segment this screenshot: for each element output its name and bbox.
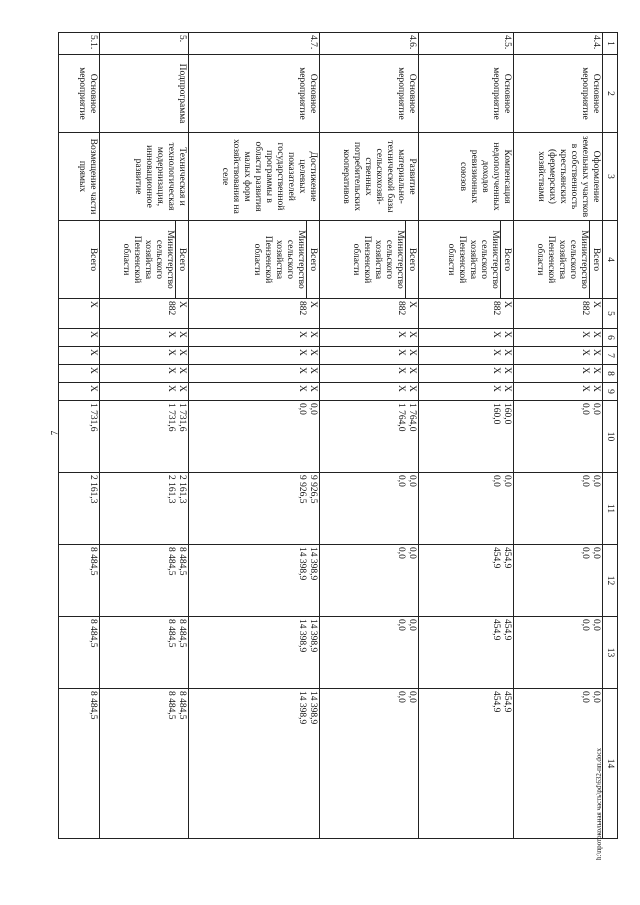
cell-value: Х bbox=[177, 367, 188, 374]
cell-value: 160,0 bbox=[502, 403, 513, 425]
cell-value: 0,0 bbox=[406, 475, 417, 487]
row-cell-c7 bbox=[100, 347, 189, 365]
cell-value: 882 bbox=[580, 301, 590, 316]
cell-value: Х bbox=[395, 331, 406, 338]
cell-value: 14 398,9 bbox=[307, 547, 318, 581]
row-cell-c4 bbox=[514, 221, 603, 299]
row-cell-c11 bbox=[189, 473, 319, 545]
total-label: Всего bbox=[502, 247, 513, 272]
cell-value: 0,0 bbox=[502, 475, 513, 487]
cell-value: Х bbox=[591, 367, 601, 374]
cell-value: 0,0 bbox=[395, 691, 406, 703]
cell-value: 0,0 bbox=[591, 475, 601, 487]
header-cell: 6 bbox=[603, 329, 618, 347]
row-cell-c7 bbox=[418, 347, 513, 365]
total-label: Всего bbox=[177, 247, 188, 272]
row-cell-c12 bbox=[319, 545, 418, 617]
cell-value: 0,0 bbox=[580, 403, 590, 415]
row-cell-c6 bbox=[514, 329, 603, 347]
cell-value: Х bbox=[307, 331, 318, 338]
cell-value: 882 bbox=[395, 301, 406, 316]
executor-label: Министерство сельского хозяйства Пензенской области bbox=[350, 230, 405, 289]
cell-value: Х bbox=[406, 349, 417, 356]
row-cell-c4 bbox=[189, 221, 319, 299]
row-cell-c11 bbox=[100, 473, 189, 545]
cell-value: 0,0 bbox=[591, 403, 601, 415]
cell-value: 1 764,0 bbox=[406, 403, 417, 432]
row-cell-c3: Достижение целевых показателей государственной программы в области развития малых форм хозяйствования на селе bbox=[189, 133, 319, 221]
row-cell-c7 bbox=[189, 347, 319, 365]
row-cell-c6 bbox=[319, 329, 418, 347]
cell-value: 1 731,6 bbox=[177, 403, 188, 432]
cell-value: Х bbox=[307, 367, 318, 374]
cell-value: Х bbox=[502, 301, 513, 308]
row-cell-c7 bbox=[319, 347, 418, 365]
page-number: 7 bbox=[49, 430, 60, 436]
cell-value: 14 398,9 bbox=[296, 691, 307, 725]
row-cell-c1: 4.7. bbox=[189, 33, 319, 55]
cell-value: Х bbox=[406, 385, 417, 392]
cell-value: 0,0 bbox=[580, 547, 590, 559]
row-cell-c12 bbox=[100, 545, 189, 617]
row-cell-c2: Основное мероприятие bbox=[189, 55, 319, 133]
cell-value: 0,0 bbox=[580, 619, 590, 631]
cell-value: 8 484,5 bbox=[166, 691, 177, 720]
row-cell-c10 bbox=[319, 401, 418, 473]
row-cell-c1: 5. bbox=[100, 33, 189, 55]
cell-value: Х bbox=[580, 385, 590, 392]
header-cell: 5 bbox=[603, 299, 618, 329]
header-cell: 1 bbox=[603, 33, 618, 55]
cell-value: Х bbox=[88, 367, 99, 374]
cell-value: Х bbox=[406, 331, 417, 338]
cell-value: 882 bbox=[296, 301, 307, 316]
cell-value: 9 926,5 bbox=[296, 475, 307, 504]
cell-value: 1 731,6 bbox=[88, 403, 99, 432]
cell-value: 0,0 bbox=[580, 691, 590, 703]
executor-label: Министерство сельского хозяйства Пензенской области bbox=[121, 230, 176, 289]
cell-value: Х bbox=[491, 385, 502, 392]
cell-value: 160,0 bbox=[491, 403, 502, 425]
cell-value: 0,0 bbox=[580, 475, 590, 487]
cell-value: 0,0 bbox=[406, 547, 417, 559]
row-cell-c13 bbox=[319, 617, 418, 689]
row-cell-c6 bbox=[418, 329, 513, 347]
row-cell-c14 bbox=[100, 689, 189, 839]
cell-value: 0,0 bbox=[591, 619, 601, 631]
cell-value: 0,0 bbox=[406, 619, 417, 631]
row-cell-c3: Компенсация недополученных доходов ревизионных союзов bbox=[418, 133, 513, 221]
row-cell-c14 bbox=[319, 689, 418, 839]
cell-value: 454,9 bbox=[491, 547, 502, 569]
header-cell: 4 bbox=[603, 221, 618, 299]
row-cell-c14 bbox=[59, 689, 100, 839]
cell-value: 454,9 bbox=[491, 619, 502, 641]
row-cell-c8 bbox=[100, 365, 189, 383]
row-cell-c13 bbox=[418, 617, 513, 689]
cell-value: Х bbox=[296, 349, 307, 356]
header-cell: 13 bbox=[603, 617, 618, 689]
row-cell-c10 bbox=[59, 401, 100, 473]
row-cell-c3: Возмещение части прямых bbox=[59, 133, 100, 221]
row-cell-c6 bbox=[100, 329, 189, 347]
cell-value: Х bbox=[166, 385, 177, 392]
budget-table bbox=[58, 32, 618, 839]
executor-label: Министерство сельского хозяйства Пензенской области bbox=[535, 230, 589, 289]
cell-value: Х bbox=[307, 349, 318, 356]
cell-value: Х bbox=[296, 367, 307, 374]
cell-value: Х bbox=[395, 385, 406, 392]
cell-value: 0,0 bbox=[307, 403, 318, 415]
cell-value: Х bbox=[580, 331, 590, 338]
row-cell-c13 bbox=[189, 617, 319, 689]
row-cell-c9 bbox=[189, 383, 319, 401]
cell-value: 0,0 bbox=[591, 691, 601, 703]
cell-value: Х bbox=[88, 349, 99, 356]
budget-table-sheet bbox=[58, 32, 618, 838]
row-cell-c12 bbox=[514, 545, 603, 617]
cell-value: Х bbox=[580, 367, 590, 374]
cell-value: 0,0 bbox=[395, 475, 406, 487]
row-cell-c2: Основное мероприятие bbox=[319, 55, 418, 133]
cell-value: Х bbox=[88, 385, 99, 392]
row-cell-c10 bbox=[189, 401, 319, 473]
cell-value: Х bbox=[296, 331, 307, 338]
row-cell-c10 bbox=[514, 401, 603, 473]
row-cell-c14 bbox=[418, 689, 513, 839]
row-cell-c7 bbox=[514, 347, 603, 365]
cell-value: Х bbox=[307, 301, 318, 308]
row-cell-c3: Оформление земельных участков в собственность крестьянских (фермерских) хозяйствами bbox=[514, 133, 603, 221]
header-cell: 14 bbox=[603, 689, 618, 839]
table-row bbox=[514, 33, 603, 839]
row-cell-c1: 4.4. bbox=[514, 33, 603, 55]
row-cell-c4 bbox=[319, 221, 418, 299]
row-cell-c9 bbox=[59, 383, 100, 401]
cell-value: Х bbox=[580, 349, 590, 356]
row-cell-c9 bbox=[100, 383, 189, 401]
total-label: Всего bbox=[88, 247, 99, 272]
cell-value: 2 161,3 bbox=[177, 475, 188, 504]
cell-value: Х bbox=[491, 331, 502, 338]
cell-value: 2 161,3 bbox=[88, 475, 99, 504]
cell-value: Х bbox=[591, 385, 601, 392]
cell-value: 8 484,5 bbox=[88, 691, 99, 720]
cell-value: 1 731,6 bbox=[166, 403, 177, 432]
cell-value: 14 398,9 bbox=[296, 547, 307, 581]
total-label: Всего bbox=[406, 247, 417, 272]
row-cell-c14 bbox=[189, 689, 319, 839]
cell-value: Х bbox=[502, 331, 513, 338]
row-cell-c1: 4.5. bbox=[418, 33, 513, 55]
cell-value: Х bbox=[591, 301, 601, 308]
cell-value: Х bbox=[177, 385, 188, 392]
header-cell: 2 bbox=[603, 55, 618, 133]
cell-value: Х bbox=[406, 367, 417, 374]
cell-value: 14 398,9 bbox=[307, 691, 318, 725]
cell-value: 8 484,5 bbox=[166, 547, 177, 576]
cell-value: 8 484,5 bbox=[88, 547, 99, 576]
total-label: Всего bbox=[591, 247, 601, 272]
cell-value: Х bbox=[166, 367, 177, 374]
row-cell-c12 bbox=[189, 545, 319, 617]
row-cell-c11 bbox=[59, 473, 100, 545]
row-cell-c11 bbox=[418, 473, 513, 545]
table-header-row bbox=[603, 33, 618, 839]
row-cell-c2: Подпрограмма bbox=[100, 55, 189, 133]
row-cell-c9 bbox=[319, 383, 418, 401]
cell-value: 8 484,5 bbox=[177, 547, 188, 576]
row-cell-c8 bbox=[514, 365, 603, 383]
cell-value: 0,0 bbox=[491, 475, 502, 487]
header-cell: 8 bbox=[603, 365, 618, 383]
row-cell-c7 bbox=[59, 347, 100, 365]
cell-value: 882 bbox=[491, 301, 502, 316]
row-cell-c13 bbox=[59, 617, 100, 689]
cell-value: Х bbox=[502, 385, 513, 392]
row-cell-c13 bbox=[514, 617, 603, 689]
header-cell: 7 bbox=[603, 347, 618, 365]
cell-value: 0,0 bbox=[406, 691, 417, 703]
file-path-footer: h:\протокольная часть\pd\632-пп.docx bbox=[595, 747, 603, 860]
row-cell-c5 bbox=[514, 299, 603, 329]
executor-label: Министерство сельского хозяйства Пензенской области bbox=[251, 230, 306, 289]
table-row bbox=[189, 33, 319, 839]
row-cell-c1: 4.6. bbox=[319, 33, 418, 55]
cell-value: 1 764,0 bbox=[395, 403, 406, 432]
cell-value: Х bbox=[395, 349, 406, 356]
cell-value: Х bbox=[177, 349, 188, 356]
row-cell-c10 bbox=[418, 401, 513, 473]
row-cell-c6 bbox=[59, 329, 100, 347]
cell-value: 8 484,5 bbox=[166, 619, 177, 648]
row-cell-c14 bbox=[514, 689, 603, 839]
row-cell-c8 bbox=[59, 365, 100, 383]
cell-value: Х bbox=[296, 385, 307, 392]
table-row bbox=[59, 33, 100, 839]
cell-value: 8 484,5 bbox=[177, 691, 188, 720]
row-cell-c11 bbox=[514, 473, 603, 545]
cell-value: Х bbox=[177, 301, 188, 308]
row-cell-c5 bbox=[189, 299, 319, 329]
cell-value: Х bbox=[591, 331, 601, 338]
header-cell: 9 bbox=[603, 383, 618, 401]
cell-value: 454,9 bbox=[491, 691, 502, 713]
cell-value: Х bbox=[591, 349, 601, 356]
cell-value: Х bbox=[307, 385, 318, 392]
row-cell-c2: Основное мероприятие bbox=[514, 55, 603, 133]
cell-value: Х bbox=[395, 367, 406, 374]
cell-value: Х bbox=[502, 367, 513, 374]
cell-value: Х bbox=[88, 331, 99, 338]
table-row bbox=[418, 33, 513, 839]
cell-value: 8 484,5 bbox=[177, 619, 188, 648]
cell-value: 8 484,5 bbox=[88, 619, 99, 648]
row-cell-c3: Техническая и технологическая модернизация, инновационное развитие bbox=[100, 133, 189, 221]
table-row bbox=[319, 33, 418, 839]
cell-value: Х bbox=[166, 331, 177, 338]
header-cell: 11 bbox=[603, 473, 618, 545]
header-cell: 3 bbox=[603, 133, 618, 221]
row-cell-c10 bbox=[100, 401, 189, 473]
row-cell-c8 bbox=[319, 365, 418, 383]
cell-value: 9 926,5 bbox=[307, 475, 318, 504]
row-cell-c5 bbox=[100, 299, 189, 329]
row-cell-c3: Развитие материально-технической базы сельскохозяй-ственных потребительских кооперативов bbox=[319, 133, 418, 221]
row-cell-c2: Основное мероприятие bbox=[418, 55, 513, 133]
row-cell-c5 bbox=[418, 299, 513, 329]
cell-value: 14 398,9 bbox=[296, 619, 307, 653]
cell-value: 0,0 bbox=[395, 619, 406, 631]
total-label: Всего bbox=[307, 247, 318, 272]
header-cell: 10 bbox=[603, 401, 618, 473]
table-row bbox=[100, 33, 189, 839]
cell-value: Х bbox=[166, 349, 177, 356]
row-cell-c4 bbox=[59, 221, 100, 299]
cell-value: 14 398,9 bbox=[307, 619, 318, 653]
row-cell-c12 bbox=[418, 545, 513, 617]
row-cell-c13 bbox=[100, 617, 189, 689]
row-cell-c12 bbox=[59, 545, 100, 617]
cell-value: 0,0 bbox=[395, 547, 406, 559]
row-cell-c8 bbox=[418, 365, 513, 383]
cell-value: 882 bbox=[166, 301, 177, 316]
row-cell-c8 bbox=[189, 365, 319, 383]
row-cell-c6 bbox=[189, 329, 319, 347]
cell-value: Х bbox=[406, 301, 417, 308]
header-cell: 12 bbox=[603, 545, 618, 617]
cell-value: Х bbox=[491, 349, 502, 356]
row-cell-c9 bbox=[514, 383, 603, 401]
cell-value: 454,9 bbox=[502, 619, 513, 641]
row-cell-c4 bbox=[418, 221, 513, 299]
cell-value: 454,9 bbox=[502, 691, 513, 713]
cell-value: Х bbox=[502, 349, 513, 356]
cell-value: Х bbox=[177, 331, 188, 338]
cell-value: Х bbox=[491, 367, 502, 374]
row-cell-c5 bbox=[319, 299, 418, 329]
row-cell-c4 bbox=[100, 221, 189, 299]
row-cell-c1: 5.1. bbox=[59, 33, 100, 55]
cell-value: 0,0 bbox=[591, 547, 601, 559]
cell-value: 2 161,3 bbox=[166, 475, 177, 504]
cell-value: 454,9 bbox=[502, 547, 513, 569]
executor-label: Министерство сельского хозяйства Пензенской области bbox=[446, 230, 501, 289]
row-cell-c9 bbox=[418, 383, 513, 401]
row-cell-c5 bbox=[59, 299, 100, 329]
cell-value: 0,0 bbox=[296, 403, 307, 415]
row-cell-c11 bbox=[319, 473, 418, 545]
row-cell-c2: Основное мероприятие bbox=[59, 55, 100, 133]
cell-value: Х bbox=[88, 301, 99, 308]
